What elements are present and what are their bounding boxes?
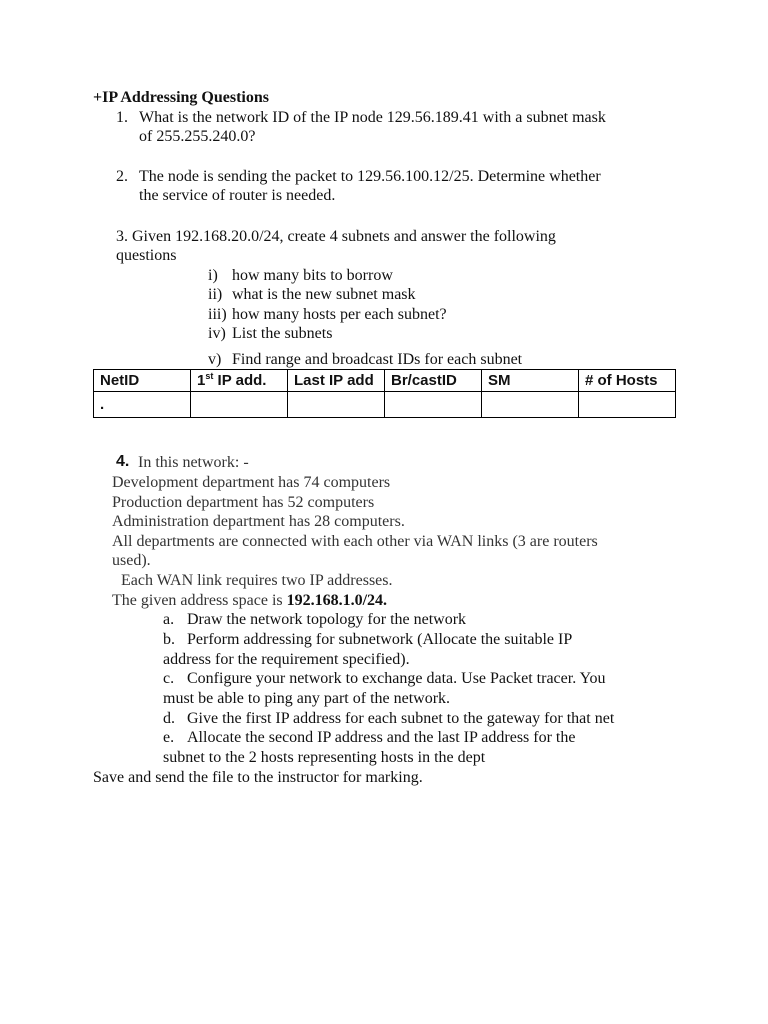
table-cell: .: [94, 392, 191, 418]
table-header-host-count: # of Hosts: [579, 370, 676, 392]
q3-item-text: List the subnets: [232, 325, 333, 342]
q3-item-text: how many bits to borrow: [232, 267, 393, 284]
q4-task-label: a.: [163, 611, 175, 628]
q4-wan-line1: All departments are connected with each other via WAN links (3 are routers: [112, 533, 598, 550]
q3-item-text: how many hosts per each subnet?: [232, 306, 447, 323]
q3-item-number: iv): [208, 325, 226, 342]
q2-number: 2.: [116, 168, 128, 185]
table-header-first-ip: [191, 370, 288, 392]
closing-instruction: Save and send the file to the instructor for marking.: [93, 769, 423, 786]
q4-task-label: b.: [163, 631, 175, 648]
q3-text-line1: 3. Given 192.168.20.0/24, create 4 subnets and answer the following: [116, 228, 556, 245]
table-header-row: [94, 370, 676, 392]
q1-text-line2: of 255.255.240.0?: [139, 128, 256, 145]
q4-address-space-prefix: The given address space is: [112, 592, 287, 609]
q4-administration-dept: Administration department has 28 computers.: [112, 513, 405, 530]
document-title: +IP Addressing Questions: [93, 89, 269, 106]
q4-address-space-value: 192.168.1.0/24.: [286, 592, 388, 609]
q4-task-label: e.: [163, 729, 175, 746]
q2-text-line2: the service of router is needed.: [139, 187, 336, 204]
table-header-broadcast-id: Br/castID: [385, 370, 482, 392]
q4-wan-requirement: Each WAN link requires two IP addresses.: [121, 572, 393, 589]
q4-task-label: c.: [163, 670, 175, 687]
table-header-netid: NetID: [94, 370, 191, 392]
q1-number: 1.: [116, 109, 128, 126]
table-cell: [482, 392, 579, 418]
q4-task-a-text: Draw the network topology for the network: [187, 611, 467, 628]
q4-development-dept: Development department has 74 computers: [112, 474, 391, 491]
table-cell: [579, 392, 676, 418]
q3-item-number: ii): [208, 286, 223, 303]
q4-number: 4.: [116, 453, 130, 470]
q4-task-d-text: Give the first IP address for each subnet to the gateway for that net: [187, 710, 615, 727]
subnet-table: [93, 369, 676, 418]
q4-task-c-line1: Configure your network to exchange data. Use Packet tracer. You: [187, 670, 606, 687]
q4-address-space: [112, 591, 387, 610]
table-cell: [191, 392, 288, 418]
table-header-first-ip-rest: IP add.: [213, 372, 267, 389]
q3-item-text: Find range and broadcast IDs for each subnet: [232, 351, 523, 368]
table-header-first-ip-suffix: st: [205, 371, 214, 381]
q3-item-number: v): [208, 351, 222, 368]
table-header-last-ip: Last IP add: [288, 370, 385, 392]
q4-task-e-line1: Allocate the second IP address and the last IP address for the: [187, 729, 576, 746]
q4-production-dept: Production department has 52 computers: [112, 494, 375, 511]
q4-wan-line2: used).: [112, 552, 151, 569]
table-cell: [385, 392, 482, 418]
table-row: [94, 392, 676, 418]
q4-task-b-line1: Perform addressing for subnetwork (Allocate the suitable IP: [187, 631, 573, 648]
table-cell: [288, 392, 385, 418]
q3-item-text: what is the new subnet mask: [232, 286, 416, 303]
q3-text-line2: questions: [116, 247, 177, 264]
q4-task-c-line2: must be able to ping any part of the network.: [163, 690, 451, 707]
q4-intro: In this network: -: [138, 454, 249, 471]
q4-task-b-line2: address for the requirement specified).: [163, 651, 410, 668]
q3-item-number: i): [208, 267, 218, 284]
q1-text-line1: What is the network ID of the IP node 129.56.189.41 with a subnet mask: [139, 109, 606, 126]
q2-text-line1: The node is sending the packet to 129.56.100.12/25. Determine whether: [139, 168, 601, 185]
q4-task-e-line2: subnet to the 2 hosts representing hosts in the dept: [163, 749, 486, 766]
table-header-subnet-mask: SM: [482, 370, 579, 392]
q3-item-number: iii): [208, 306, 227, 323]
table-header-first-ip-number: 1: [197, 372, 206, 389]
q4-task-label: d.: [163, 710, 175, 727]
